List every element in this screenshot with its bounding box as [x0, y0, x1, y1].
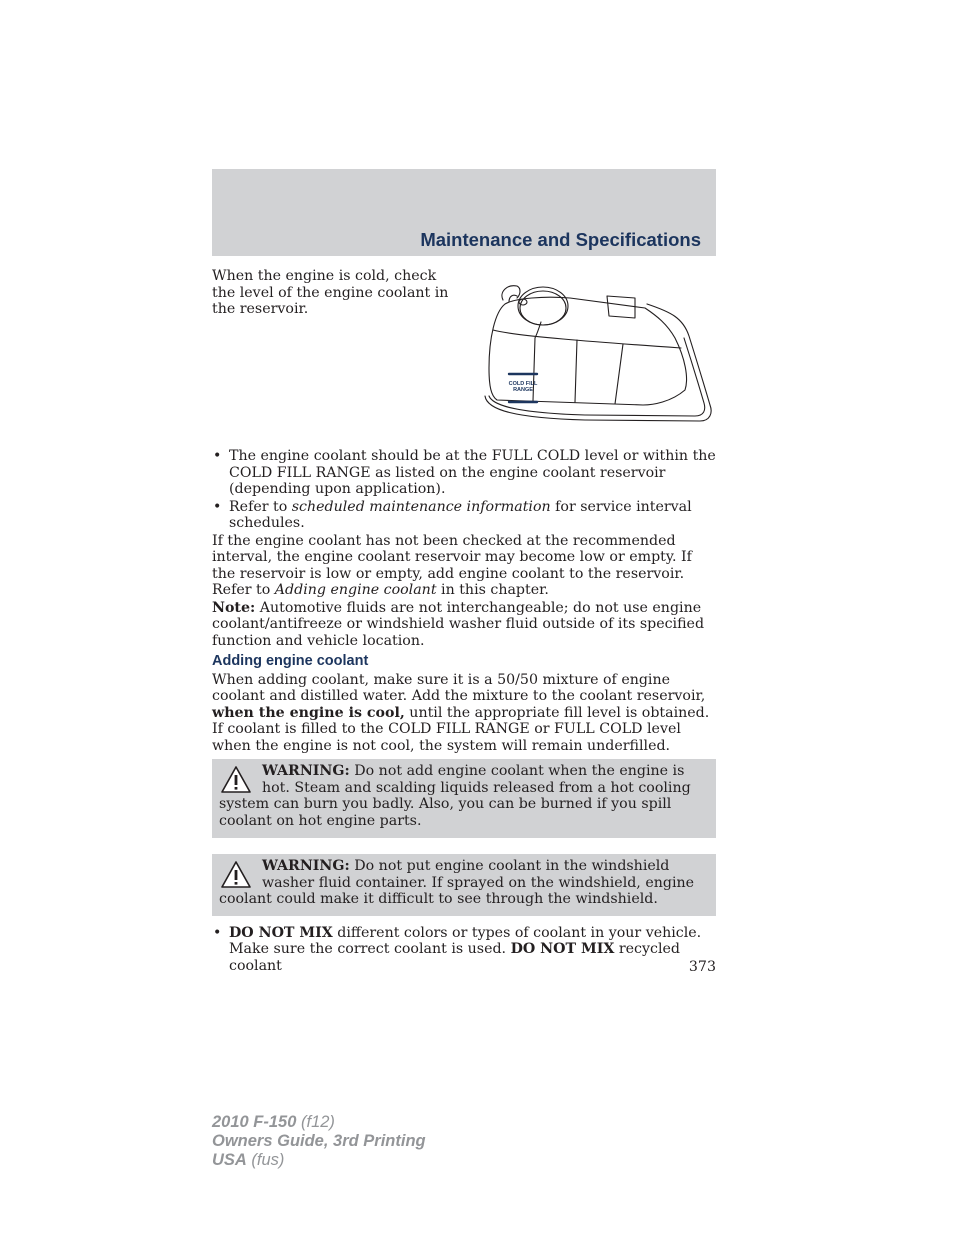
list-item — [212, 448, 716, 498]
paragraph-text: until the appropriate fill level is obtained. If coolant is filled to the COLD FILL RANGE or FULL COLD level when the engine is not cool, the system will remain underfilled. — [212, 704, 710, 754]
section-title: Maintenance and Specifications — [420, 229, 701, 250]
document-footer — [212, 1113, 426, 1170]
coolant-mixing-list — [212, 925, 716, 975]
warning-text-block — [219, 763, 708, 829]
intro-block — [212, 268, 716, 438]
warning-box — [212, 759, 716, 838]
warning-label: WARNING: — [262, 763, 350, 779]
body-paragraph — [212, 672, 716, 755]
page-content — [212, 268, 716, 975]
footer-line-guide — [212, 1132, 426, 1151]
fill-range-label-line1: COLD FILL — [508, 381, 538, 387]
note-label: Note: — [212, 599, 256, 616]
warning-triangle-icon — [220, 765, 252, 795]
reservoir-cap-rim — [520, 291, 566, 325]
note-paragraph — [212, 600, 716, 650]
reservoir-shoulder — [493, 330, 681, 348]
coolant-level-list — [212, 448, 716, 532]
warning-label: WARNING: — [262, 858, 350, 874]
warning-box — [212, 854, 716, 916]
cross-reference: Adding engine coolant — [274, 582, 437, 598]
reservoir-boss — [607, 296, 635, 318]
paragraph-text: If the engine coolant has not been checked at the recommended interval, the engine coolant reservoir may become low or empty. If the reservoir is low or empty, add engine coolant to the reservoir. Refer to — [212, 532, 692, 598]
paragraph-text: in this chapter. — [436, 582, 549, 598]
note-text: Automotive fluids are not interchangeable; do not use engine coolant/antifreeze or windshield washer fluid outside of its specified function and vehicle location. — [212, 599, 705, 649]
reservoir-rib — [615, 344, 623, 404]
list-item-text: recycled coolant — [229, 941, 680, 974]
footer-model: 2010 F-150 — [212, 1113, 297, 1131]
list-item — [212, 499, 716, 532]
footer-market-code: (fus) — [246, 1151, 285, 1169]
list-item — [212, 925, 716, 975]
footer-guide: Owners Guide, 3rd Printing — [212, 1132, 426, 1150]
list-item-text: for service interval schedules. — [229, 498, 692, 531]
section-header-band — [212, 169, 716, 256]
coolant-reservoir-illustration — [475, 278, 715, 433]
warning-text: Do not put engine coolant in the windshield washer fluid container. If sprayed on the windshield, engine coolant could make it difficult to see through the windshield. — [219, 858, 695, 907]
list-item-text: The engine coolant should be at the FULL COLD level or within the COLD FILL RANGE as listed on the engine coolant reservoir (depending upon application). — [229, 448, 716, 497]
cross-reference: scheduled maintenance information — [291, 498, 551, 515]
paragraph-text: When adding coolant, make sure it is a 50/50 mixture of engine coolant and distilled water. Add the mixture to the coolant reservoir, — [212, 671, 706, 704]
emphasis: DO NOT MIX — [510, 941, 615, 957]
body-paragraph — [212, 533, 716, 599]
list-item-text: different colors or types of coolant in your vehicle. Make sure the correct coolant is used. — [229, 924, 702, 957]
reservoir-rib — [575, 340, 577, 402]
warning-text: Do not add engine coolant when the engine is hot. Steam and scalding liquids released from a hot cooling system can burn you badly. Also, you can be burned if you spill coolant on hot engine parts. — [219, 763, 691, 829]
fill-range-label-line2: RANGE — [513, 387, 533, 393]
reservoir-rib — [533, 338, 535, 401]
reservoir-flange-inner — [489, 338, 705, 416]
footer-line-model — [212, 1113, 426, 1132]
warning-triangle-icon — [220, 860, 252, 890]
page-number: 373 — [688, 959, 716, 975]
subheading: Adding engine coolant — [212, 653, 369, 669]
emphasis: DO NOT MIX — [229, 924, 333, 941]
footer-market: USA — [212, 1151, 247, 1169]
footer-model-code: (f12) — [296, 1113, 335, 1131]
footer-line-market — [212, 1151, 426, 1170]
reservoir-vent-hose — [502, 286, 520, 300]
list-item-text: Refer to — [229, 498, 292, 515]
warning-text-block — [219, 858, 708, 908]
emphasis: when the engine is cool, — [212, 704, 405, 721]
intro-text: When the engine is cold, check the level of the engine coolant in the reservoir. — [212, 268, 449, 317]
